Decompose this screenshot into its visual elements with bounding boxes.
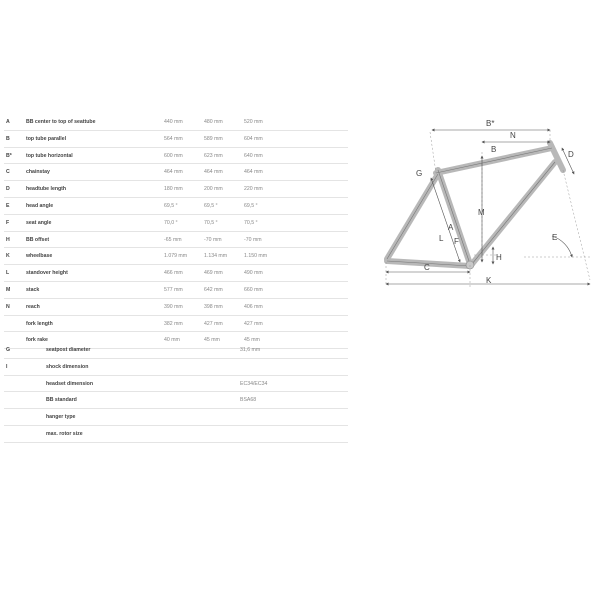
geometry-code: L <box>6 270 10 277</box>
geometry-row <box>4 299 348 316</box>
geometry-label: standover height <box>26 270 68 277</box>
geometry-row <box>4 164 348 181</box>
geometry-label: reach <box>26 303 40 310</box>
geometry-code: K <box>6 253 10 260</box>
geometry-label: chainstay <box>26 169 50 176</box>
geometry-code: M <box>6 286 11 293</box>
spec-value: BSA68 <box>240 397 257 404</box>
size-1-value: 577 mm <box>164 286 183 293</box>
geometry-code: E <box>6 202 10 209</box>
size-1-value: -65 mm <box>164 236 182 243</box>
size-1-value: 564 mm <box>164 135 183 142</box>
spec-value: EC34/EC34 <box>240 380 268 387</box>
geometry-label: seat angle <box>26 219 52 226</box>
size-3-value: 69,5 ° <box>244 202 258 209</box>
label-b: B <box>491 145 497 154</box>
geometry-code: H <box>6 236 10 243</box>
size-2-value: 623 mm <box>204 152 223 159</box>
size-1-value: 40 mm <box>164 337 180 344</box>
spec-code: G <box>6 347 11 353</box>
spec-row <box>4 409 348 426</box>
geometry-row <box>4 198 348 215</box>
geometry-label: BB offset <box>26 236 50 243</box>
geometry-row <box>4 316 348 333</box>
geometry-label: headtube length <box>26 186 67 193</box>
size-3-value: 640 mm <box>244 152 263 159</box>
geometry-label: head angle <box>26 202 54 209</box>
size-2-value: 45 mm <box>204 337 220 344</box>
spec-label: max. rotor size <box>46 430 83 437</box>
size-1-value: 440 mm <box>164 119 183 125</box>
label-n: N <box>510 131 516 140</box>
label-h: H <box>496 253 502 262</box>
geometry-row <box>4 248 348 265</box>
size-3-value: 406 mm <box>244 303 263 310</box>
spec-label: shock dimension <box>46 363 89 370</box>
frame-geometry-diagram <box>374 112 596 302</box>
spec-row <box>4 342 348 359</box>
spec-label: headset dimension <box>46 380 93 387</box>
size-1-value: 1.079 mm <box>164 253 188 260</box>
geometry-label: BB center to top of seattube <box>26 119 96 125</box>
geometry-code: F <box>6 219 10 226</box>
spec-label: seatpost diameter <box>46 347 91 353</box>
geometry-row <box>4 114 348 131</box>
size-1-value: 390 mm <box>164 303 183 310</box>
geometry-row <box>4 181 348 198</box>
geometry-label: stack <box>26 286 40 293</box>
size-2-value: 1.134 mm <box>204 253 228 260</box>
size-2-value: 589 mm <box>204 135 223 142</box>
size-1-value: 70,0 ° <box>164 219 178 226</box>
label-l: L <box>439 234 444 243</box>
geometry-code: B <box>6 135 10 142</box>
size-3-value: -70 mm <box>244 236 262 243</box>
size-3-value: 220 mm <box>244 186 263 193</box>
label-d: D <box>568 150 574 159</box>
spec-row <box>4 392 348 409</box>
size-3-value: 490 mm <box>244 270 263 277</box>
size-2-value: 642 mm <box>204 286 223 293</box>
label-c: C <box>424 263 430 272</box>
label-m: M <box>478 208 485 217</box>
label-g: G <box>416 169 423 178</box>
size-1-value: 464 mm <box>164 169 183 176</box>
geometry-row <box>4 282 348 299</box>
label-e: E <box>552 233 558 242</box>
size-3-value: 1.150 mm <box>244 253 268 260</box>
geometry-row <box>4 265 348 282</box>
size-2-value: 69,5 ° <box>204 202 218 209</box>
size-1-value: 180 mm <box>164 186 183 193</box>
size-3-value: 45 mm <box>244 337 260 344</box>
size-2-value: -70 mm <box>204 236 222 243</box>
bike-frame <box>387 143 563 266</box>
spec-table <box>4 342 348 443</box>
geometry-label: top tube parallel <box>26 135 67 142</box>
spec-row <box>4 426 348 443</box>
size-3-value: 70,5 ° <box>244 219 258 226</box>
size-2-value: 427 mm <box>204 320 223 327</box>
spec-row <box>4 359 348 376</box>
geometry-code: C <box>6 169 10 176</box>
geometry-row <box>4 148 348 165</box>
spec-row <box>4 376 348 393</box>
label-k: K <box>486 276 492 285</box>
geometry-code: A <box>6 119 10 125</box>
size-2-value: 398 mm <box>204 303 223 310</box>
geometry-label: fork rake <box>26 337 48 344</box>
geometry-row <box>4 215 348 232</box>
size-1-value: 69,5 ° <box>164 202 178 209</box>
size-1-value: 382 mm <box>164 320 183 327</box>
size-1-value: 466 mm <box>164 270 183 277</box>
geometry-code: B* <box>6 152 12 159</box>
size-3-value: 520 mm <box>244 119 263 125</box>
geometry-label: wheelbase <box>26 253 53 260</box>
label-b-star: B* <box>486 119 495 128</box>
size-2-value: 480 mm <box>204 119 223 125</box>
spec-code: I <box>6 363 8 370</box>
size-2-value: 469 mm <box>204 270 223 277</box>
size-3-value: 660 mm <box>244 286 263 293</box>
geometry-code: N <box>6 303 10 310</box>
size-2-value: 464 mm <box>204 169 223 176</box>
size-3-value: 464 mm <box>244 169 263 176</box>
size-1-value: 600 mm <box>164 152 183 159</box>
label-f: F <box>454 237 459 246</box>
size-3-value: 604 mm <box>244 135 263 142</box>
size-2-value: 200 mm <box>204 186 223 193</box>
geometry-label: top tube horizontal <box>26 152 73 159</box>
geometry-label: fork length <box>26 320 53 327</box>
geometry-row <box>4 131 348 148</box>
geometry-row <box>4 232 348 249</box>
geometry-code: D <box>6 186 10 193</box>
geometry-table <box>4 114 348 349</box>
spec-label: BB standard <box>46 397 77 404</box>
spec-value: 31,6 mm <box>240 347 261 353</box>
spec-label: hanger type <box>46 414 76 421</box>
size-2-value: 70,5 ° <box>204 219 218 226</box>
label-a: A <box>448 223 454 232</box>
size-3-value: 427 mm <box>244 320 263 327</box>
